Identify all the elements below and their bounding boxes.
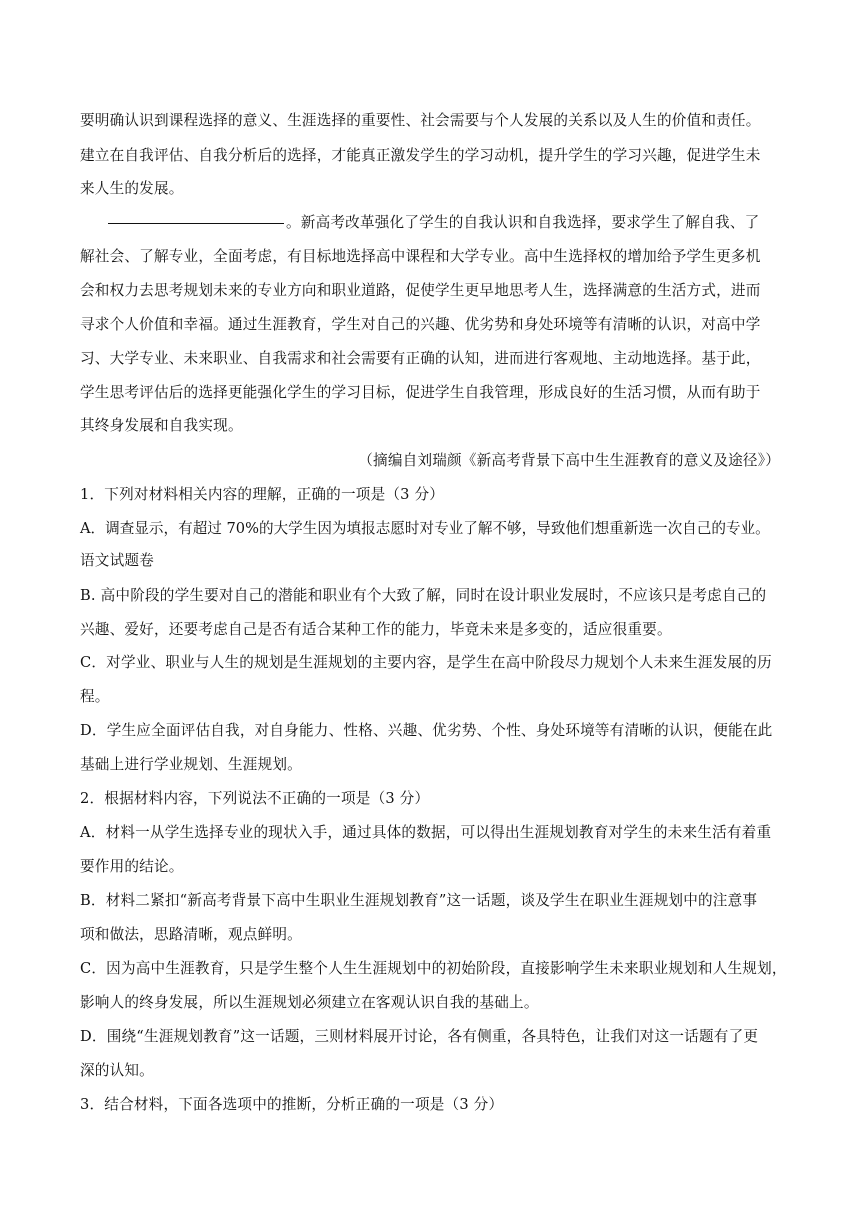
q1-option-c-cont: 程。 (80, 688, 110, 705)
q2-option-a: A．材料一从学生选择专业的现状入手，通过具体的数据，可以得出生涯规划教育对学生的未来生活有着重 (80, 824, 772, 841)
q1-option-d: D．学生应全面评估自我，对自身能力、性格、兴趣、优劣势、个性、身处环境等有清晰的认识，便能在此 (80, 722, 773, 739)
q2-option-b: B．材料二紧扣“新高考背景下高中生职业生涯规划教育”这一话题，谈及学生在职业生涯规划中的注意事 (80, 892, 758, 909)
header-note: 语文试题卷 (80, 552, 154, 569)
passage-text: 。新高考改革强化了学生的自我认识和自我选择，要求学生了解自我、了 (286, 214, 760, 231)
q1-option-c: C．对学业、职业与人生的规划是生涯规划的主要内容，是学生在高中阶段尽力规划个人未来生涯发展的历 (80, 654, 772, 671)
passage-line: 其终身发展和自我实现。 (80, 417, 243, 434)
passage-source: （摘编自刘瑞颜《新高考背景下高中生生涯教育的意义及途径》） (358, 452, 780, 469)
q2-option-c: C．因为高中生涯教育，只是学生整个人生生涯规划中的初始阶段，直接影响学生未来职业规划和人生规划， (80, 960, 787, 977)
question-2-stem: 2．根据材料内容，下列说法不正确的一项是（3 分） (80, 790, 430, 807)
q2-option-a-cont: 要作用的结论。 (80, 858, 184, 875)
question-1-stem: 1．下列对材料相关内容的理解，正确的一项是（3 分） (80, 486, 445, 503)
question-3-stem: 3．结合材料，下面各选项中的推断，分析正确的一项是（3 分） (80, 1096, 504, 1113)
q2-option-c-cont: 影响人的终身发展，所以生涯规划必须建立在客观认识自我的基础上。 (80, 994, 539, 1011)
passage-line: 解社会、了解专业，全面考虑，有目标地选择高中课程和大学专业。高中生选择权的增加给予学生更多机 (80, 248, 761, 265)
passage-line: 来人生的发展。 (80, 180, 184, 197)
passage-line: 习、大学专业、未来职业、自我需求和社会需要有正确的认知，进而进行客观地、主动地选择。基于此， (80, 350, 761, 367)
q2-option-d-cont: 深的认知。 (80, 1062, 154, 1079)
q1-option-a: A．调查显示，有超过 70%的大学生因为填报志愿时对专业了解不够，导致他们想重新选一次自己的专业。 (80, 520, 770, 537)
q2-option-b-cont: 项和做法，思路清晰，观点鲜明。 (80, 926, 302, 943)
passage-line: 会和权力去思考规划未来的专业方向和职业道路，促使学生更早地思考人生，选择满意的生活方式，进而 (80, 282, 761, 299)
passage-line (108, 213, 808, 233)
q1-option-b-cont: 兴趣、爱好，还要考虑自己是否有适合某种工作的能力，毕竟未来是多变的，适应很重要。 (80, 621, 672, 638)
passage-line: 寻求个人价值和幸福。通过生涯教育，学生对自己的兴趣、优劣势和身处环境等有清晰的认识，对高中学 (80, 316, 761, 333)
passage-line: 建立在自我评估、自我分析后的选择，才能真正激发学生的学习动机，提升学生的学习兴趣，促进学生未 (80, 147, 761, 164)
q2-option-d: D．围绕“生涯规划教育”这一话题，三则材料展开讨论，各有侧重，各具特色，让我们对这一话题有了更 (80, 1028, 759, 1045)
passage-line: 要明确认识到课程选择的意义、生涯选择的重要性、社会需要与个人发展的关系以及人生的价值和责任。 (80, 112, 761, 129)
passage-line: 学生思考评估后的选择更能强化学生的学习目标，促进学生自我管理，形成良好的生活习惯，从而有助于 (80, 384, 761, 401)
fill-blank[interactable] (108, 222, 284, 224)
q1-option-d-cont: 基础上进行学业规划、生涯规划。 (80, 756, 302, 773)
q1-option-b: B. 高中阶段的学生要对自己的潜能和职业有个大致了解，同时在设计职业发展时，不应该只是考虑自己的 (80, 587, 767, 604)
